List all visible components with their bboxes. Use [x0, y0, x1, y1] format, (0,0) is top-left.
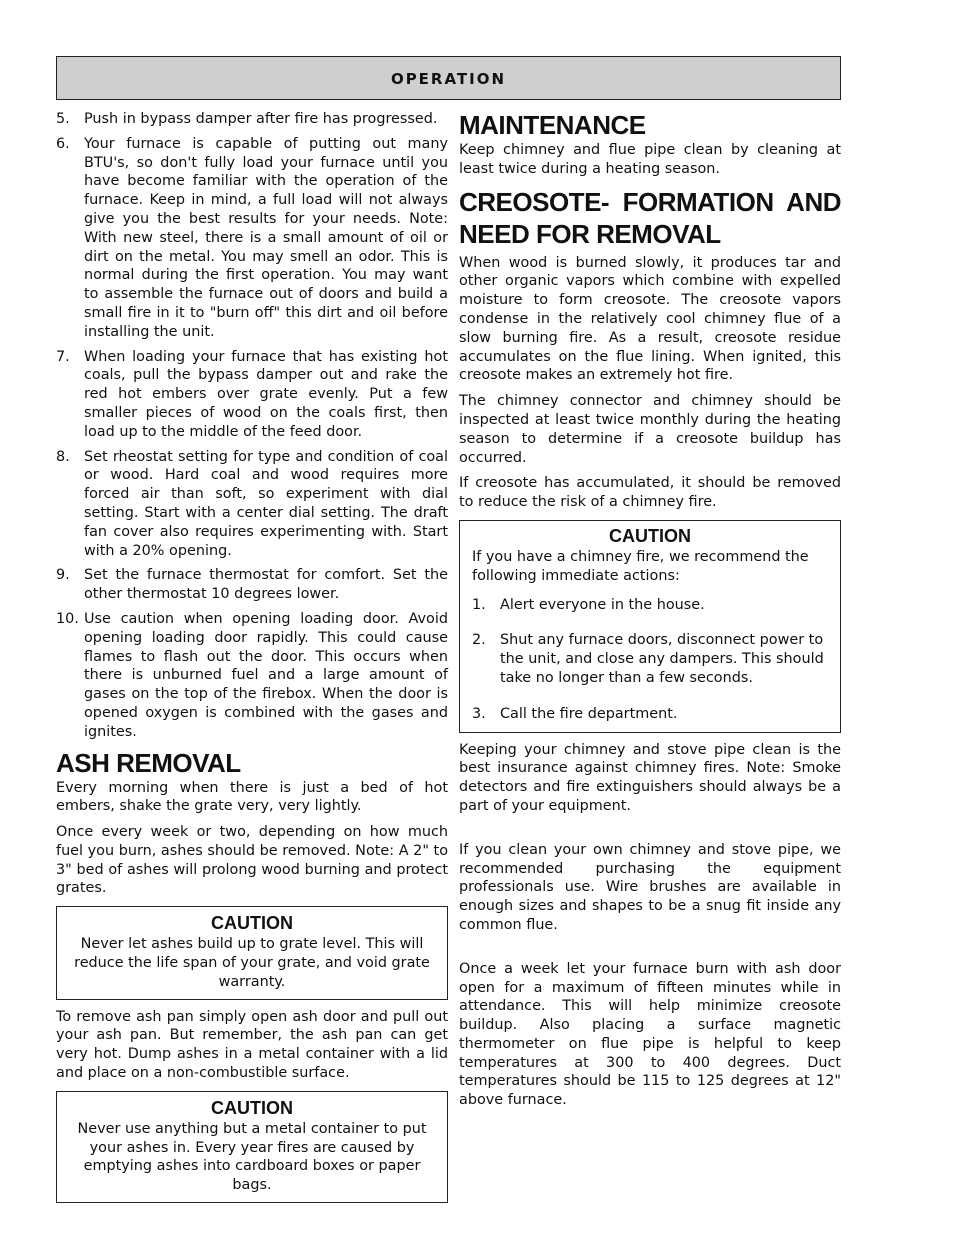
caution-title: CAUTION [211, 913, 293, 934]
creosote-paragraph-1: When wood is burned slowly, it produces tar and other organic vapors which combine with expelled moisture to form creosote. The creosote vapors condense in the relatively cool chimney flue of a slow burning fire. As a result, creosote residue accumulates on the flue lining. When ignited, this creosote makes an extremely hot fire. [459, 254, 841, 384]
list-item [56, 448, 448, 561]
caution-title: CAUTION [211, 1097, 293, 1118]
action-text: Call the fire department. [500, 705, 678, 722]
action-number: 3. [472, 705, 486, 722]
section-header-bar [56, 56, 841, 100]
paragraph-spacer [459, 823, 841, 841]
ash-paragraph-1: Every morning when there is just a bed of hot embers, shake the grate very, very lightly. [56, 779, 448, 815]
list-item [56, 610, 448, 742]
caution-title: CAUTION [609, 525, 691, 546]
creosote-heading: CREOSOTE- FORMATION AND NEED FOR REMOVAL [459, 186, 841, 249]
maintenance-paragraph: Keep chimney and flue pipe clean by cleaning at least twice during a heating season. [459, 142, 841, 177]
caution-box-container [56, 1091, 448, 1203]
cleaning-equipment-paragraph: If you clean your own chimney and stove pipe, we recommended purchasing the equipment professionals use. Wire brushes are available in enough sizes and shapes to be a snug fit inside any common flue. [459, 841, 841, 933]
creosote-paragraph-2: The chimney connector and chimney should be inspected at least twice monthly during the heating season to determine if a creosote buildup has occurred. [459, 393, 841, 466]
step-number: 10. [56, 610, 79, 627]
step-text: Push in bypass damper after fire has progressed. [84, 111, 438, 127]
action-text: Alert everyone in the house. [500, 596, 705, 613]
list-item [56, 135, 448, 342]
ash-paragraph-3: To remove ash pan simply open ash door and pull out your ash pan. But remember, the ash pan can get very hot. Dump ashes in a metal container with a lid and place on a non-combustible surface. [56, 1008, 448, 1082]
list-item [472, 596, 828, 615]
right-column [459, 110, 841, 1117]
caution-intro: If you have a chimney fire, we recommend the following immediate actions: [472, 548, 809, 584]
caution-text: Never use anything but a metal container to put your ashes in. Every year fires are caused by emptying ashes into cardboard boxes or paper bags. [77, 1120, 427, 1194]
action-number: 2. [472, 632, 486, 649]
paragraph-spacer [459, 942, 841, 960]
action-number: 1. [472, 596, 486, 613]
step-number: 6. [56, 135, 70, 152]
caution-text: Never let ashes build up to grate level. This will reduce the life span of your grate, and void grate warranty. [74, 936, 430, 990]
maintenance-heading: MAINTENANCE [459, 110, 646, 140]
chimney-fire-actions-list [472, 596, 828, 724]
left-column [56, 110, 448, 1211]
step-text: Your furnace is capable of putting out many BTU's, so don't fully load your furnace until you have become familiar with the operation of the furnace. Keep in mind, a full load will not always give you the best results for your needs. Note: With new steel, there is a small amount of oil or dirt on the metal. You may smell an odor. This is normal during the first operation. You may want to assemble the furnace out of doors and build a small fire in it to "burn off" this dirt and oil before installing the unit. [84, 135, 448, 340]
ash-removal-heading: ASH REMOVAL [56, 747, 241, 778]
operation-steps-list [56, 110, 448, 742]
keeping-clean-paragraph: Keeping your chimney and stove pipe clean is the best insurance against chimney fires. Note: Smoke detectors and fire extinguishers should always be a part of your equipment. [459, 741, 841, 814]
step-text: When loading your furnace that has existing hot coals, pull the bypass damper out and rake the red hot embers over grate evenly. Put a few smaller pieces of wood on the coals first, then load up to the middle of the feed door. [84, 348, 448, 440]
weekly-burn-paragraph: Once a week let your furnace burn with ash door open for a maximum of fifteen minutes while in attendance. This will help minimize creosote buildup. Also placing a surface magnetic thermometer on flue pipe is helpful to keep temperatures at 300 to 400 degrees. Duct temperatures should be 115 to 125 degrees at 12" above furnace. [459, 960, 841, 1109]
step-number: 8. [56, 448, 70, 465]
list-item [56, 348, 448, 442]
step-text: Use caution when opening loading door. Avoid opening loading door rapidly. This could cause flames to flash out the door. This occurs when there is unburned fuel and a large amount of gases on the top of the firebox. When the door is opened oxygen is combined with the gases and ignites. [84, 610, 448, 740]
ash-paragraph-2: Once every week or two, depending on how much fuel you burn, ashes should be removed. Note: A 2" to 3" bed of ashes will prolong wood burning and protect grates. [56, 824, 448, 897]
list-item [472, 631, 828, 687]
step-number: 9. [56, 567, 70, 584]
caution-box-grate [56, 906, 448, 999]
step-number: 5. [56, 111, 70, 127]
step-text: Set the furnace thermostat for comfort. Set the other thermostat 10 degrees lower. [84, 567, 448, 603]
step-number: 7. [56, 348, 70, 365]
step-text: Set rheostat setting for type and condition of coal or wood. Hard coal and wood requires more forced air than soft, so experiment with dial setting. Start with a center dial setting. The draft fan cover also requires experimenting with. Start with a 20% opening. [84, 448, 448, 559]
list-item [56, 566, 448, 604]
creosote-paragraph-3: If creosote has accumulated, it should be removed to reduce the risk of a chimney fire. [459, 475, 841, 511]
list-item [56, 110, 448, 129]
action-text: Shut any furnace doors, disconnect power to the unit, and close any dampers. This should take no longer than a few seconds. [500, 632, 824, 686]
list-item [472, 705, 828, 724]
caution-box-chimney-fire [459, 520, 841, 733]
section-header-title: OPERATION [390, 70, 507, 88]
